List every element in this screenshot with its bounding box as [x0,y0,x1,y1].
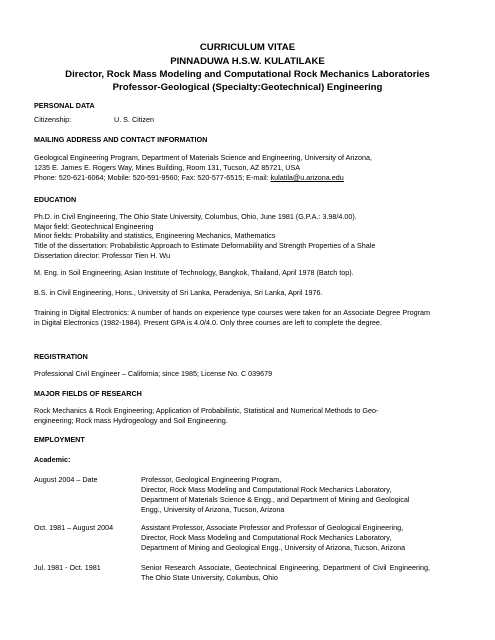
role-line-2: Professor-Geological (Specialty:Geotechnical) Engineering [112,82,383,93]
research-line-1: Rock Mechanics & Rock Engineering; Application of Probabilistic, Statistical and Numerical Methods to Geo- [34,406,379,415]
contact-line [34,173,344,183]
employment-date-3: Jul. 1981 - Oct. 1981 [34,563,101,572]
citizenship-label: Citizenship: [34,115,72,124]
employment-2-line-1: Assistant Professor, Associate Professor and Professor of Geological Engineering, [141,523,404,532]
academic-subheading: Academic: [34,455,71,464]
employment-heading: EMPLOYMENT [34,435,85,444]
employment-date-1: August 2004 – Date [34,475,98,484]
registration-heading: REGISTRATION [34,352,88,361]
employment-1-line-4: Engg., University of Arizona, Tucson, Arizona [141,505,285,514]
employment-date-2: Oct. 1981 – August 2004 [34,523,114,532]
mailing-heading: MAILING ADDRESS AND CONTACT INFORMATION [34,135,208,144]
education-heading: EDUCATION [34,195,77,204]
employment-1-line-1: Professor, Geological Engineering Program, [141,475,282,484]
document-title: CURRICULUM VITAE [199,42,296,53]
contact-text: Phone: 520-621-6064; Mobile: 520-591-9560; Fax: 520-577-6515; E-mail: [34,173,271,182]
employment-1-line-3: Department of Materials Science & Engg., and Department of Mining and Geological [141,495,410,504]
phd-dissertation-title: Title of the dissertation: Probabilistic Approach to Estimate Deformability and Strength Properties of a Shale [34,241,376,250]
registration-text: Professional Civil Engineer – California; since 1985; License No. C 039679 [34,369,273,378]
personal-data-heading: PERSONAL DATA [34,101,95,110]
employment-2-line-2: Director, Rock Mass Modeling and Computational Rock Mechanics Laboratory, [141,533,392,542]
employment-3-text: Senior Research Associate, Geotechnical Engineering, Department of Civil Engineering, The Ohio State University, Columbus, Ohio [141,563,430,582]
research-heading: MAJOR FIELDS OF RESEARCH [34,389,142,398]
employment-2-line-3: Department of Mining and Geological Engg., University of Arizona, Tucson, Arizona [141,543,406,552]
person-name: PINNADUWA H.S.W. KULATILAKE [170,56,325,67]
citizenship-value: U. S. Citizen [114,115,154,124]
meng-line: M. Eng. in Soil Engineering, Asian Institute of Technology, Bangkok, Thailand, April 1978 (Batch top). [34,268,354,277]
research-line-2: engineering; Rock mass Hydrogeology and Soil Engineering. [34,416,228,425]
phd-major: Major field: Geotechnical Engineering [34,222,154,231]
training-paragraph: Training in Digital Electronics: A number of hands on experience type courses were taken for an Associate Degree Program in Digital Electronics (1982-1984). Present GPA is 4.0/4.0. Only three courses are left to complete the degree. [34,308,430,327]
role-line-1: Director, Rock Mass Modeling and Computational Rock Mechanics Laboratories [65,69,430,80]
phd-director: Dissertation director: Professor Tien H. Wu [34,251,171,260]
bsc-line: B.S. in Civil Engineering, Hons., University of Sri Lanka, Peradeniya, Sri Lanka, April 1976. [34,288,323,297]
phd-minor: Minor fields: Probability and statistics, Engineering Mechanics, Mathematics [34,231,276,240]
phd-line: Ph.D. in Civil Engineering, The Ohio State University, Columbus, Ohio, June 1981 (G.P.A.: 3.98/4.00). [34,212,357,221]
address-line-2: 1235 E. James E. Rogers Way, Mines Building, Room 131, Tucson, AZ 85721, USA [34,163,301,172]
email-link[interactable]: kulatila@u.arizona.edu [270,173,344,182]
address-line-1: Geological Engineering Program, Department of Materials Science and Engineering, University of Arizona, [34,153,372,162]
employment-1-line-2: Director, Rock Mass Modeling and Computational Rock Mechanics Laboratory, [141,485,392,494]
